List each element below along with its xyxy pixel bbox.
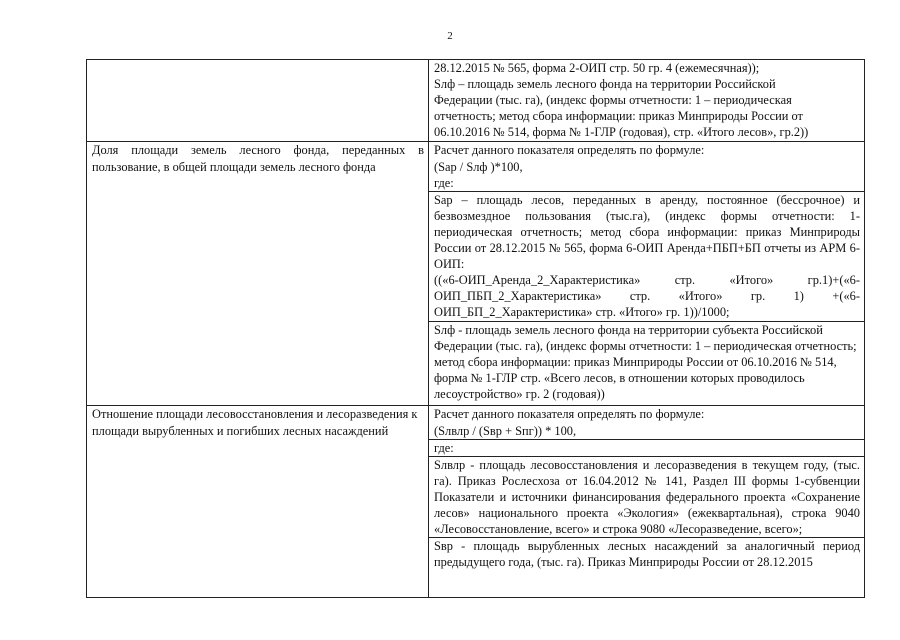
table-row: [87, 142, 865, 406]
variable-definition-slvlr: Sлвлр - площадь лесовосстановления и лесоразведения в текущем году, (тыс. га). Приказ Рослесхоза от 16.04.2012 № 141, Раздел III формы 1-субвенции Показатели и источники финансирования федерального проекта «Сохранение лесов» национального проекта «Экология» (ежеквартальная), строка 9040 «Лесовосстановление, всего» и строка 9080 «Лесоразведение, всего»;: [429, 456, 864, 537]
variable-definition-sap: Sap – площадь лесов, переданных в аренду, постоянное (бессрочное) и безвозмездное пользования (тыс.га), (индекс формы отчетности: 1-периодическая отчетность; метод сбора информации: приказ Минприроды России от 28.12.2015 № 565, форма 6-ОИП Аренда+ПБП+БП отчеты из АРМ 6-ОИП:: [429, 191, 864, 272]
formula: (Sлвлр / (Sвр + Sпг)) * 100,: [434, 423, 577, 438]
method-cell: [429, 60, 865, 142]
variable-definition-svr: Sвр - площадь вырубленных лесных насаждений за аналогичный период предыдущего года, (тыс. га). Приказ Минприроды России от 28.12.2015: [429, 537, 864, 570]
indicator-cell: [87, 142, 429, 406]
formula-intro: Расчет данного показателя определять по формуле:: [434, 407, 705, 422]
table-row: [87, 406, 865, 598]
method-line: Sлф – площадь земель лесного фонда на территории Российской: [434, 77, 776, 92]
formula-intro: Расчет данного показателя определять по формуле:: [434, 143, 705, 158]
method-line: отчетность; метод сбора информации: приказ Минприроды России от: [434, 109, 803, 124]
indicator-name: Отношение площади лесовосстановления и лесоразведения к площади вырубленных и погибших лесных насаждений: [92, 407, 418, 438]
formula-where: где:: [429, 439, 864, 456]
method-line: 06.10.2016 № 514, форма № 1-ГЛР (годовая), стр. «Итого лесов», гр.2)): [434, 125, 809, 140]
formula-where: где:: [434, 175, 454, 190]
indicator-cell: [87, 60, 429, 142]
method-cell: [429, 142, 865, 406]
indicator-cell: [87, 406, 429, 598]
page-number: 2: [447, 30, 453, 42]
variable-definition-slf: Sлф - площадь земель лесного фонда на территории субъекта Российской Федерации (тыс. га), (индекс формы отчетности: 1 – периодическая отчетность; метод сбора информации: приказ Минприроды России от 06.10.2016 № 514, форма № 1-ГЛР стр. «Всего лесов, в отношении которых проводилось лесоустройство» гр. 2 (годовая)): [429, 321, 864, 402]
table-row: [87, 60, 865, 142]
arm-formula: ((«6-ОИП_Аренда_2_Характеристика» стр. «Итого» гр.1)+(«6-ОИП_ПБП_2_Характеристика» стр. «Итого» гр. 1) +(«6-ОИП_БП_2_Характеристика» стр. «Итого» гр. 1))/1000;: [434, 273, 860, 320]
method-line: Федерации (тыс. га), (индекс формы отчетности: 1 – периодическая: [434, 93, 792, 108]
indicators-table: [86, 59, 865, 598]
indicator-name: Доля площади земель лесного фонда, переданных в пользование, в общей площади земель лесного фонда: [92, 143, 424, 174]
formula: (Sap / Sлф )*100,: [434, 159, 523, 174]
method-cell: [429, 406, 865, 598]
method-line: 28.12.2015 № 565, форма 2-ОИП стр. 50 гр. 4 (ежемесячная));: [434, 61, 760, 75]
